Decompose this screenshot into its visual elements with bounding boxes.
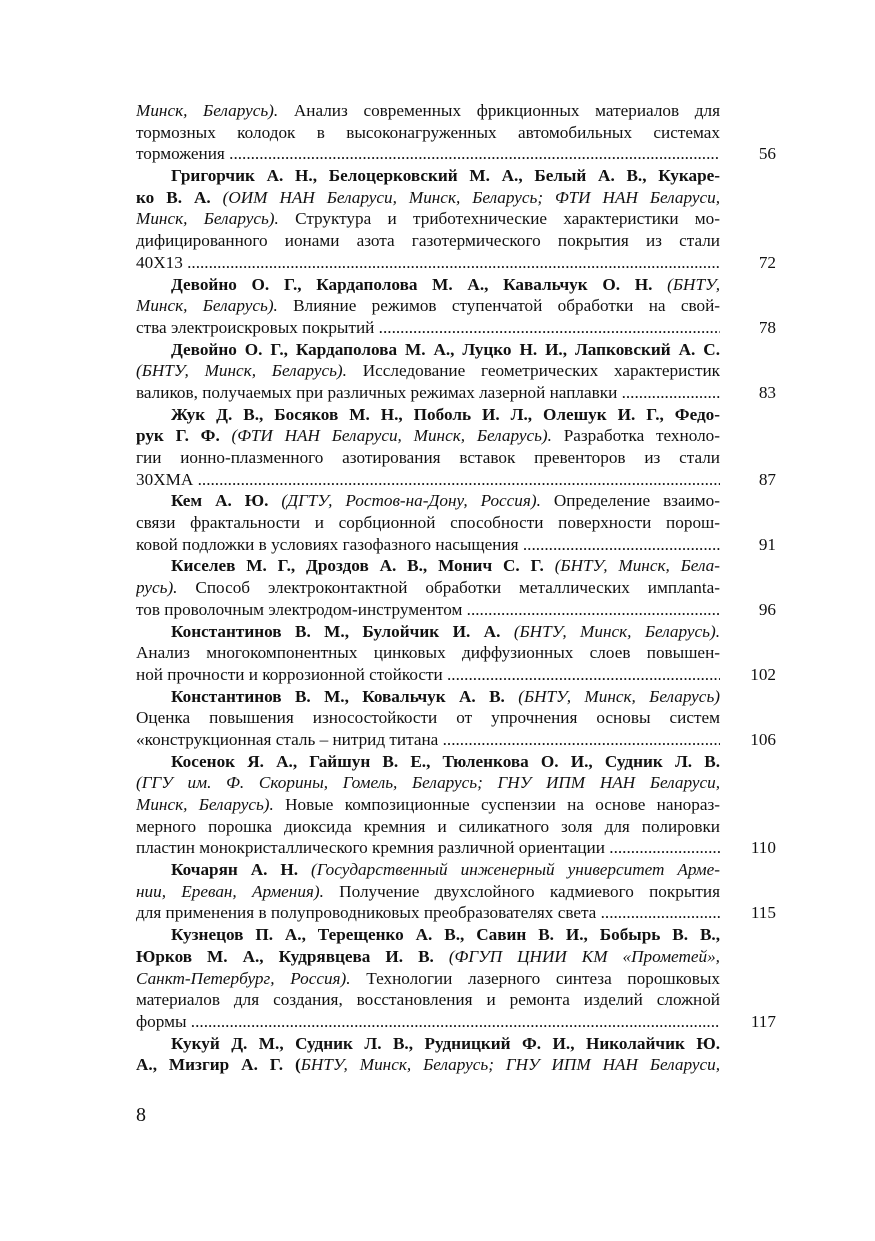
toc-entry-line <box>136 208 720 230</box>
toc-entry-line <box>136 816 720 838</box>
toc-entry-line <box>136 794 720 816</box>
toc-entry-line <box>136 143 720 165</box>
title-text: валиков, получаемых при различных режимах лазерной наплавки <box>136 382 618 402</box>
toc-entry-line <box>136 274 720 296</box>
toc-entry-line <box>136 772 720 794</box>
toc-entry-line <box>136 577 720 599</box>
title-text: Разработка техноло- <box>551 426 720 446</box>
title-text: дифицированного ионами азота газотермического покрытия из стали <box>136 231 720 251</box>
page-number: 8 <box>136 1104 146 1126</box>
title-text: Структура и триботехнические характеристики мо- <box>278 209 720 229</box>
toc-page-number: 117 <box>750 1011 776 1031</box>
toc-entry-line <box>136 1033 720 1055</box>
author-names: Григорчик А. Н., Белоцерковский М. А., Белый А. В., Кукаре- <box>171 166 720 186</box>
affiliation: (ДГТУ, Ростов-на-Дону, Россия). <box>268 491 541 511</box>
toc-entry-line <box>136 512 720 534</box>
toc-entry-line <box>136 187 720 209</box>
toc-entry-line <box>136 902 720 924</box>
title-text: материалов для создания, восстановления и ремонта изделий сложной <box>136 990 720 1010</box>
toc-entry-line <box>136 859 720 881</box>
toc-page-number: 83 <box>758 382 776 402</box>
title-text: «конструкционная сталь – нитрид титана <box>136 729 439 749</box>
toc-entry-line <box>136 252 720 274</box>
toc-entry <box>136 165 776 273</box>
toc-entry-line <box>136 1011 720 1033</box>
title-text: Получение двухслойного кадмиевого покрытия <box>323 881 720 901</box>
toc-page-number: 78 <box>758 317 776 337</box>
affiliation: нии, Ереван, Армения). <box>136 881 324 901</box>
toc-entry-line <box>136 555 720 577</box>
author-names: Киселев М. Г., Дроздов А. В., Монич С. Г. <box>171 556 544 576</box>
toc-page-number: 96 <box>758 599 776 619</box>
author-names: Кукуй Д. М., Судник Л. В., Рудницкий Ф. И., Николайчик Ю. <box>171 1033 720 1053</box>
toc-page-number: 91 <box>758 534 776 554</box>
title-text: торможения <box>136 144 225 164</box>
affiliation: (Государственный инженерный университет Арме- <box>298 860 720 880</box>
title-text: Анализ современных фрикционных материалов для <box>278 101 720 120</box>
toc-entry <box>136 859 776 924</box>
toc-entry <box>136 686 776 751</box>
toc-page-number: 87 <box>758 469 776 489</box>
affiliation: (БНТУ, <box>652 274 720 294</box>
toc-entry-line <box>136 968 720 990</box>
affiliation: Минск, Беларусь). <box>136 795 274 814</box>
toc-entry <box>136 339 776 404</box>
affiliation: Минск, Беларусь). <box>136 101 279 120</box>
affiliation: (БНТУ, Минск, Бела- <box>543 556 720 576</box>
author-names: Девойно О. Г., Кардаполова М. А., Луцко Н. И., Лапковский А. С. <box>171 339 720 359</box>
author-names: Константинов В. М., Ковальчук А. В. <box>171 686 505 706</box>
title-text: Технологии лазерного синтеза порошковых <box>350 968 720 988</box>
toc-entry-line <box>136 447 720 469</box>
toc-entry <box>136 924 776 1032</box>
toc-entry <box>136 1033 776 1076</box>
toc-entry-line <box>136 621 720 643</box>
author-names: ко В. А. <box>136 187 211 207</box>
affiliation: Минск, Беларусь). <box>136 296 278 316</box>
title-text: Способ электроконтактной обработки металлических имплanta- <box>177 578 720 598</box>
toc-page-number: 102 <box>750 664 776 684</box>
title-text: гии ионно-плазменного азотирования вставок превенторов из стали <box>136 448 720 467</box>
toc-entry <box>136 555 776 620</box>
toc-entry-line <box>136 599 720 621</box>
affiliation: (ФГУП ЦНИИ КМ «Прометей», <box>433 946 720 966</box>
toc-entry-line <box>136 230 720 252</box>
toc-entry-line <box>136 707 720 729</box>
author-names: рук Г. Ф. <box>136 426 220 446</box>
toc-entry-line <box>136 924 720 946</box>
toc-entry-line <box>136 425 720 447</box>
author-names: Жук Д. В., Босяков М. Н., Поболь И. Л., Олешук И. Г., Федо- <box>171 404 720 424</box>
table-of-contents <box>136 100 776 1076</box>
toc-entry-line <box>136 881 720 903</box>
toc-entry-line <box>136 122 720 144</box>
toc-entry <box>136 621 776 686</box>
title-text: пластин монокристаллического кремния различной ориентации <box>136 838 605 858</box>
affiliation: (ГГУ им. Ф. Скорины, Гомель, Беларусь; ГНУ ИПМ НАН Беларуси, <box>136 773 720 793</box>
author-names: Кочарян А. Н. <box>171 860 299 880</box>
title-text: Оценка повышения износостойкости от упрочнения основы систем <box>136 708 720 728</box>
toc-entry-line <box>136 686 720 708</box>
title-text: тов проволочным электродом-инструментом <box>136 599 463 619</box>
toc-entry-line <box>136 100 720 122</box>
toc-entry-line <box>136 729 720 751</box>
toc-page-number: 106 <box>750 729 776 749</box>
toc-entry-line <box>136 1054 720 1076</box>
title-text: Определение взаимо- <box>540 491 720 511</box>
toc-entry-line <box>136 317 720 339</box>
affiliation: Минск, Беларусь). <box>136 209 279 229</box>
title-text: тормозных колодок в высоконагруженных автомобильных системах <box>136 122 720 142</box>
toc-page-number: 115 <box>750 903 776 923</box>
affiliation: (БНТУ, Минск, Беларусь). <box>136 361 347 381</box>
author-names: А., Мизгир А. Г. ( <box>136 1055 301 1075</box>
title-text: ства электроискровых покрытий <box>136 317 375 337</box>
toc-entry-line <box>136 469 720 491</box>
toc-entry-line <box>136 382 720 404</box>
title-text: для применения в полупроводниковых преобразователях света <box>136 903 597 923</box>
toc-entry-line <box>136 490 720 512</box>
title-text: ной прочности и коррозионной стойкости <box>136 664 443 684</box>
affiliation: (БНТУ, Минск, Беларусь). <box>500 621 720 641</box>
toc-entry-line <box>136 946 720 968</box>
author-names: Девойно О. Г., Кардаполова М. А., Кавальчук О. Н. <box>171 274 653 294</box>
title-text: Исследование геометрических характеристик <box>346 361 720 381</box>
affiliation: русь). <box>136 578 178 598</box>
title-text: 30ХМА <box>136 469 194 489</box>
toc-entry-line <box>136 837 720 859</box>
toc-entry-line <box>136 989 720 1011</box>
toc-page-number: 72 <box>758 252 776 272</box>
author-names: Кем А. Ю. <box>171 491 269 511</box>
toc-entry-line <box>136 404 720 426</box>
toc-entry <box>136 404 776 491</box>
title-text: мерного порошка диоксида кремния и силикатного золя для полировки <box>136 816 720 836</box>
toc-entry-line <box>136 664 720 686</box>
toc-page-number: 110 <box>750 838 776 858</box>
toc-entry <box>136 274 776 339</box>
author-names: Юрков М. А., Кудрявцева И. В. <box>136 946 434 966</box>
toc-entry-line <box>136 534 720 556</box>
author-names: Кузнецов П. А., Терещенко А. В., Савин В. И., Бобырь В. В., <box>171 925 720 945</box>
toc-entry-line <box>136 642 720 664</box>
toc-entry <box>136 100 776 165</box>
title-text: 40Х13 <box>136 252 183 272</box>
toc-page-number: 56 <box>758 144 776 164</box>
affiliation: (ОИМ НАН Беларуси, Минск, Беларусь; ФТИ НАН Беларуси, <box>210 187 720 207</box>
title-text: связи фрактальности и сорбционной способности поверхности порош- <box>136 513 720 533</box>
toc-entry-line <box>136 295 720 317</box>
author-names: Константинов В. М., Булойчик И. А. <box>171 621 501 641</box>
title-text: Анализ многокомпонентных цинковых диффузионных слоев повышен- <box>136 643 720 663</box>
toc-entry-line <box>136 165 720 187</box>
affiliation: (БНТУ, Минск, Беларусь) <box>504 686 720 706</box>
title-text: формы <box>136 1011 187 1031</box>
title-text: Влияние режимов ступенчатой обработки на свой- <box>277 296 720 316</box>
title-text: ковой подложки в условиях газофазного насыщения <box>136 534 519 554</box>
toc-entry <box>136 751 776 859</box>
affiliation: (ФТИ НАН Беларуси, Минск, Беларусь). <box>219 426 552 446</box>
toc-entry-line <box>136 339 720 361</box>
toc-entry-line <box>136 360 720 382</box>
toc-entry-line <box>136 751 720 773</box>
toc-entry <box>136 490 776 555</box>
title-text: Новые композиционные суспензии на основе нанораз- <box>273 795 720 814</box>
affiliation: Санкт-Петербург, Россия). <box>136 968 351 988</box>
affiliation: БНТУ, Минск, Беларусь; ГНУ ИПМ НАН Беларуси, <box>300 1055 720 1075</box>
author-names: Косенок Я. А., Гайшун В. Е., Тюленкова О. И., Судник Л. В. <box>171 751 720 771</box>
